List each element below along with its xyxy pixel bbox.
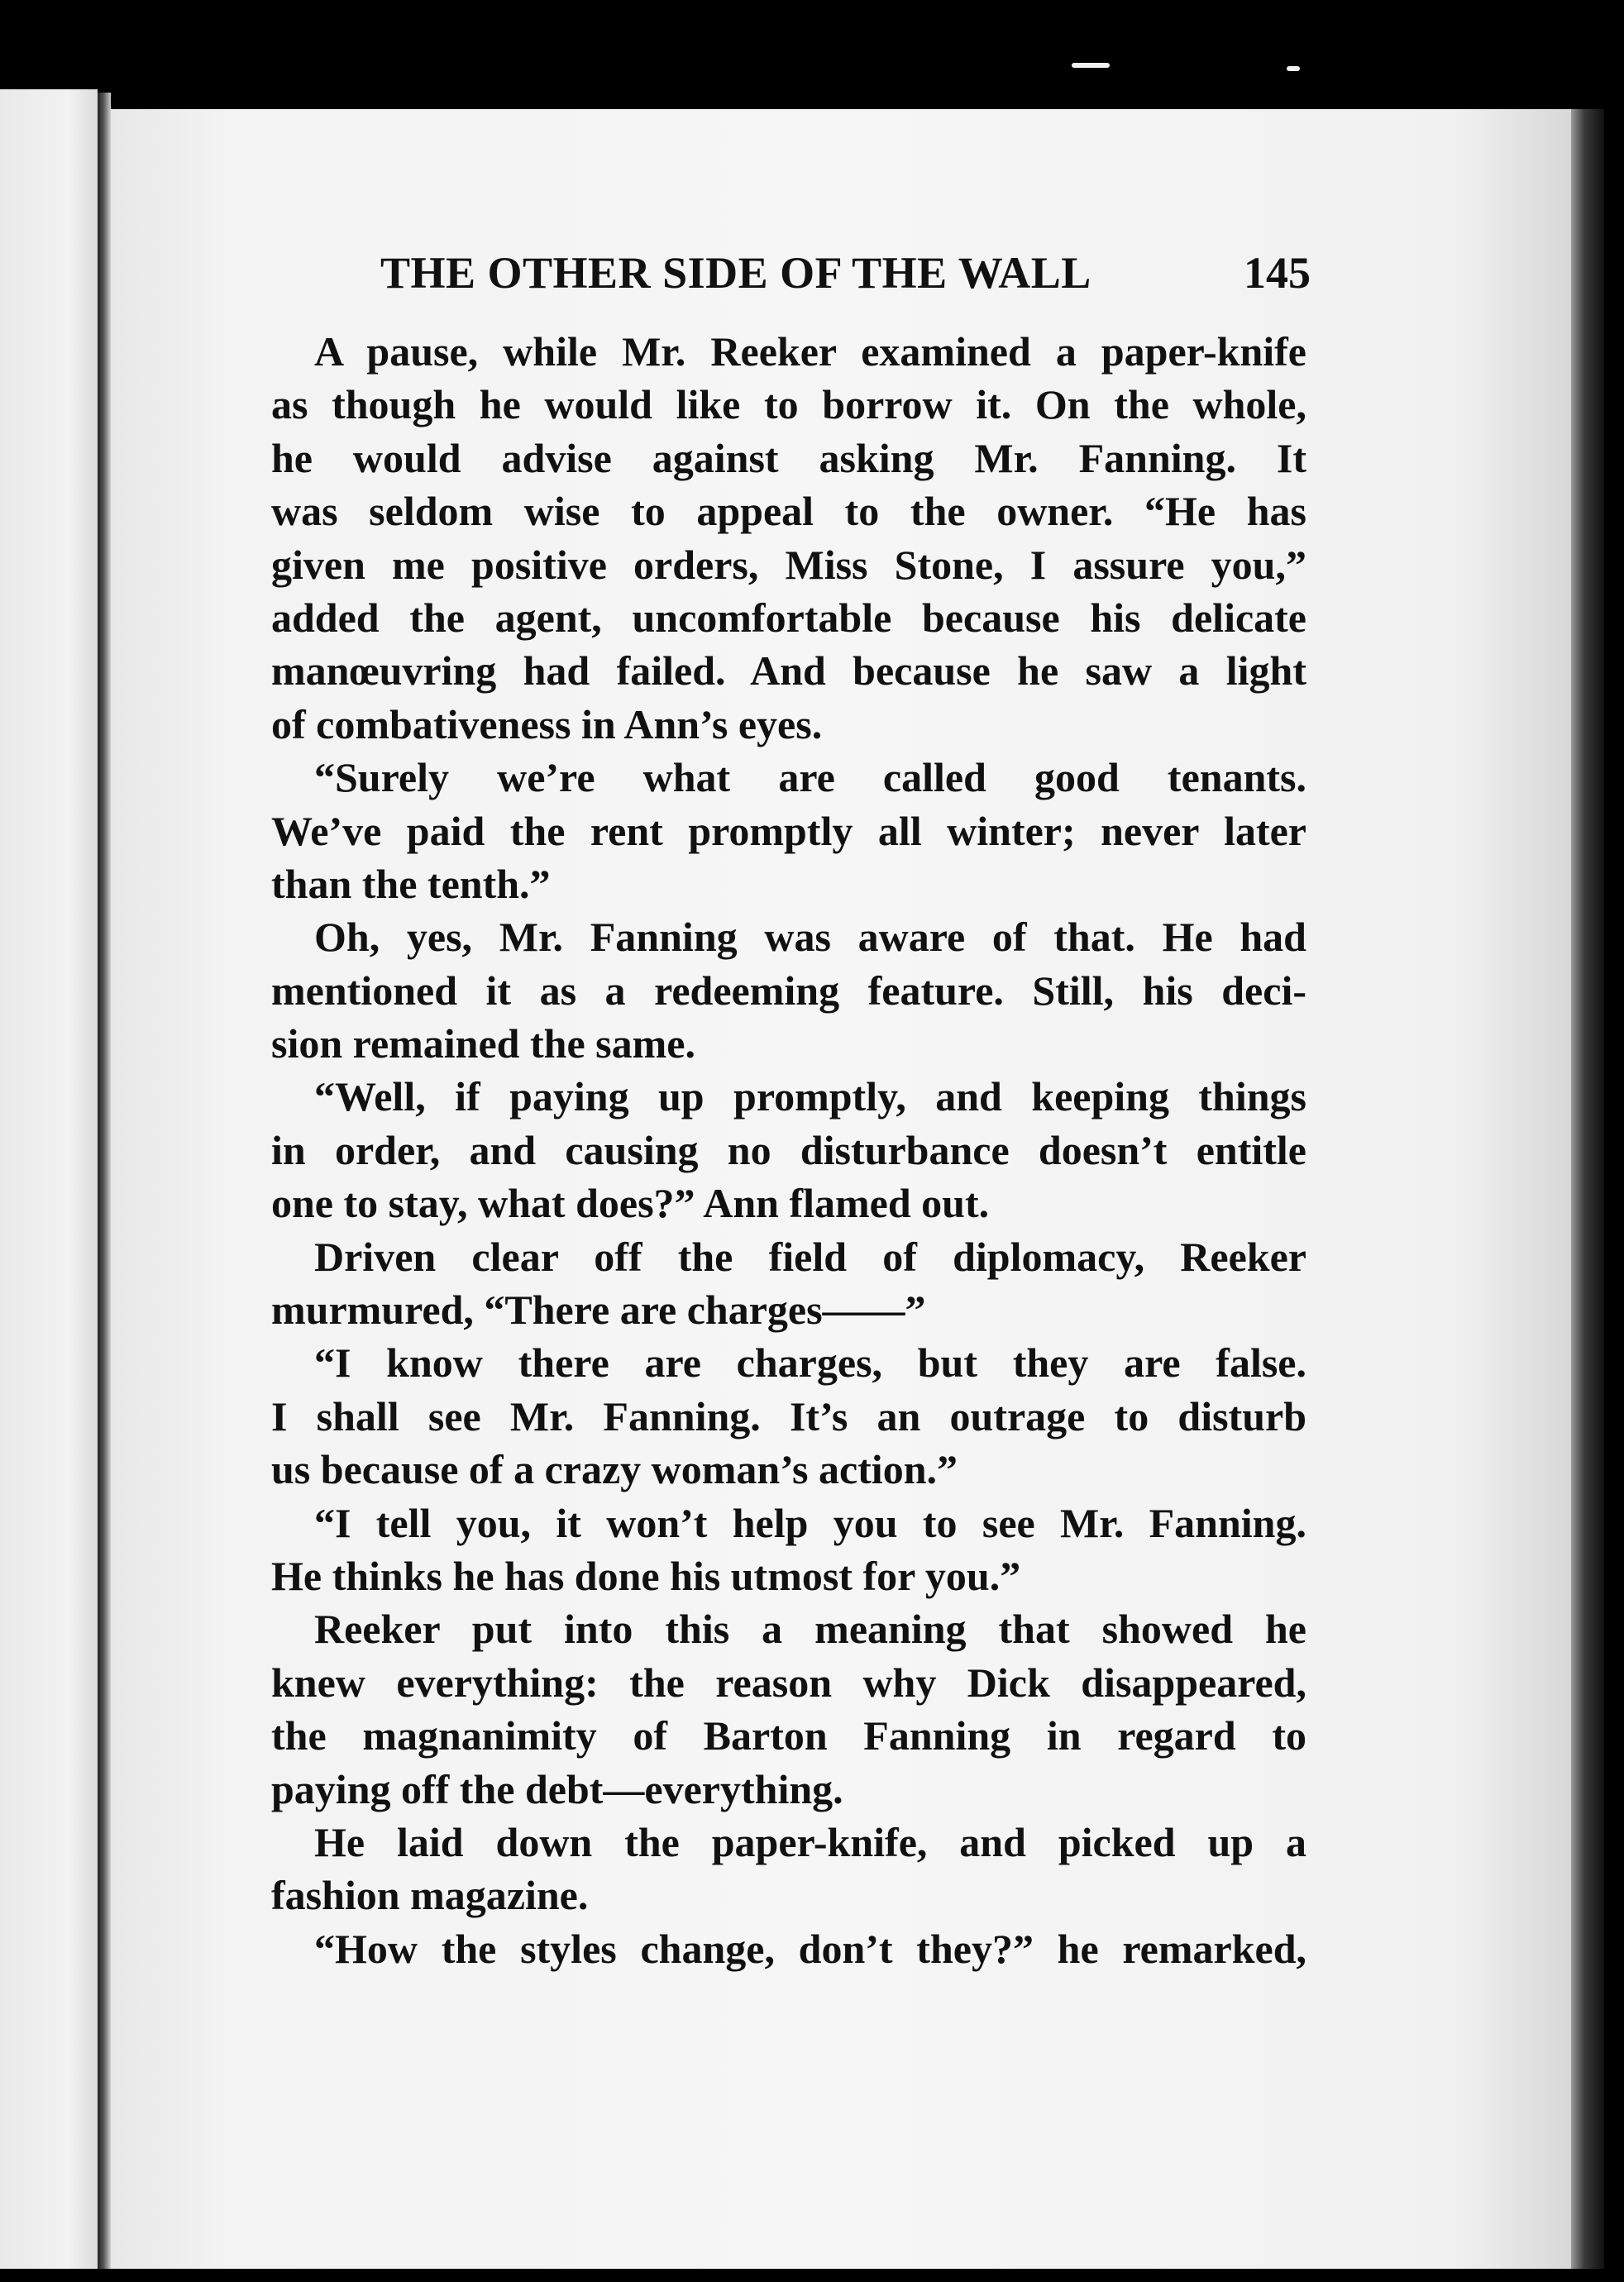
text-line: Driven clear off the field of diplomacy, Reeker	[314, 1233, 1306, 1280]
running-header	[380, 240, 1311, 306]
text-line: He laid down the paper-knife, and picked up a	[314, 1818, 1306, 1865]
text-line: I shall see Mr. Fanning. It’s an outrage to disturb	[271, 1392, 1306, 1439]
text-line: manœuvring had failed. And because he saw a light	[271, 647, 1306, 695]
text-line: “I know there are charges, but they are false.	[314, 1339, 1306, 1387]
text-line: Oh, yes, Mr. Fanning was aware of that. He had	[314, 914, 1306, 961]
text-line: We’ve paid the rent promptly all winter; never later	[271, 807, 1306, 854]
text-line: mentioned it as a redeeming feature. Still, his deci-	[271, 967, 1306, 1014]
text-line: was seldom wise to appeal to the owner. “He has	[271, 488, 1306, 535]
text-line: sion remained the same.	[271, 1020, 695, 1067]
text-line: “How the styles change, don’t they?” he remarked,	[314, 1925, 1306, 1972]
text-line: Reeker put into this a meaning that showed he	[314, 1606, 1306, 1653]
text-line: one to stay, what does?” Ann flamed out.	[271, 1180, 990, 1227]
text-line: A pause, while Mr. Reeker examined a paper-knife	[314, 328, 1306, 375]
scan-artifact-mark	[1072, 63, 1110, 68]
scan-bottom-border	[0, 2269, 1624, 2282]
scan-artifact-mark	[1287, 66, 1300, 71]
text-line: given me positive orders, Miss Stone, I assure you,”	[271, 541, 1306, 588]
facing-page-edge	[0, 89, 98, 2272]
text-line: He thinks he has done his utmost for you.”	[271, 1552, 1021, 1599]
text-line: in order, and causing no disturbance doesn’t entitle	[271, 1126, 1306, 1173]
page-edge-shadow	[1571, 109, 1604, 2269]
text-line: us because of a crazy woman’s action.”	[271, 1446, 958, 1493]
book-gutter	[98, 93, 111, 2272]
running-header-title: THE OTHER SIDE OF THE WALL	[380, 248, 1091, 298]
text-line: the magnanimity of Barton Fanning in regard to	[271, 1712, 1306, 1759]
body-text	[271, 325, 1306, 1975]
text-line: paying off the debt—everything.	[271, 1765, 843, 1812]
text-line: “I tell you, it won’t help you to see Mr. Fanning.	[314, 1499, 1306, 1546]
text-line: knew everything: the reason why Dick disappeared,	[271, 1659, 1306, 1706]
text-line: added the agent, uncomfortable because his delicate	[271, 594, 1306, 641]
scan-top-border	[0, 0, 1624, 91]
text-line: of combativeness in Ann’s eyes.	[271, 700, 823, 747]
page-number: 145	[1244, 248, 1311, 298]
text-line: “Surely we’re what are called good tenants.	[314, 754, 1306, 801]
text-line: as though he would like to borrow it. On the whole,	[271, 381, 1306, 428]
text-line: fashion magazine.	[271, 1872, 589, 1919]
text-line: he would advise against asking Mr. Fanning. It	[271, 434, 1306, 481]
text-line: “Well, if paying up promptly, and keeping things	[314, 1073, 1306, 1120]
text-line: murmured, “There are charges——”	[271, 1287, 926, 1334]
text-line: than the tenth.”	[271, 860, 551, 907]
